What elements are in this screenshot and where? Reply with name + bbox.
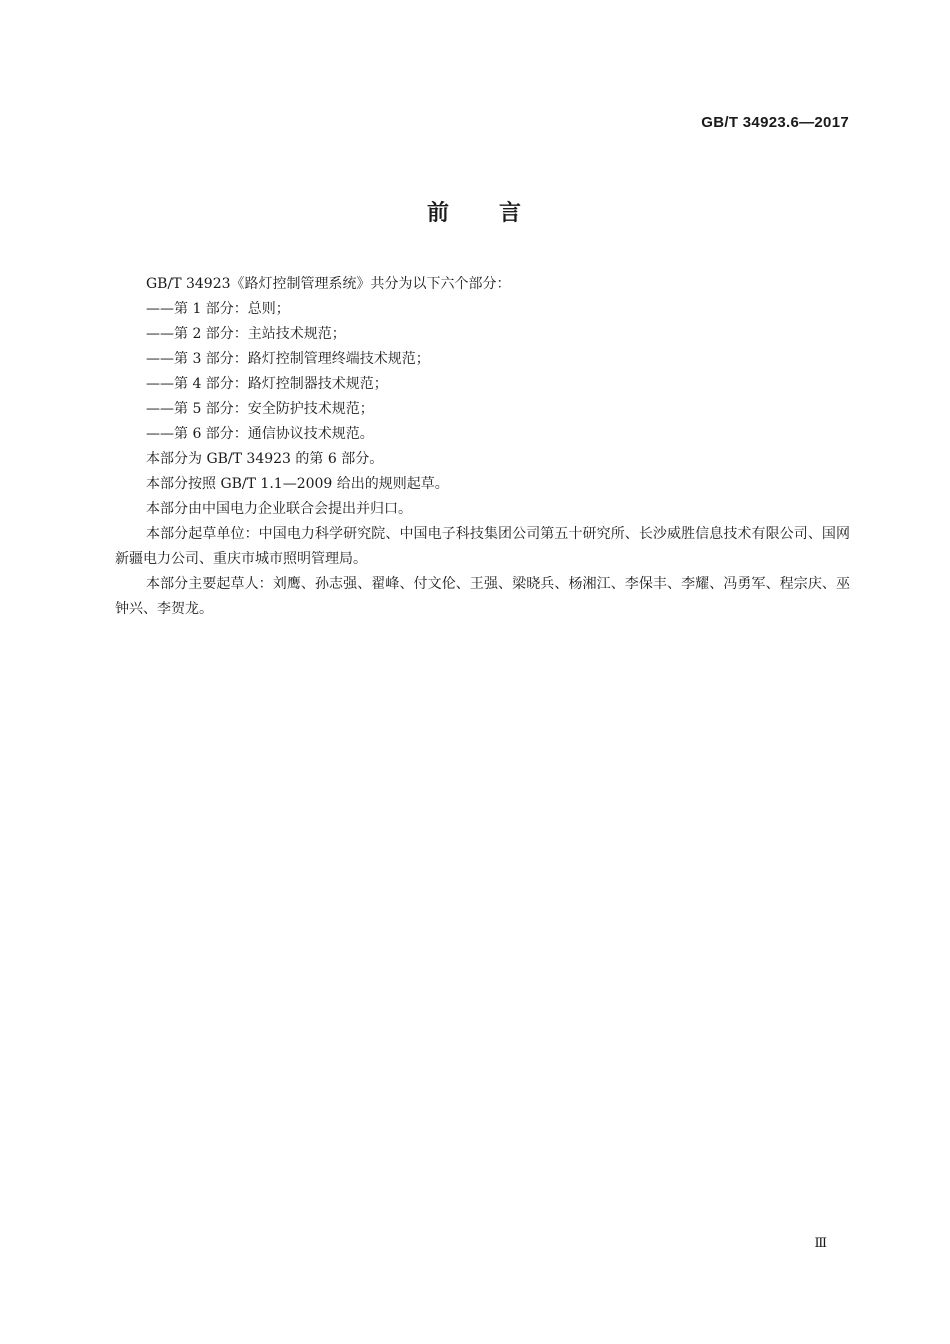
page-title [0,196,950,227]
foreword-body [115,272,850,622]
title-char-2: 言 [499,201,524,226]
paragraph-drafting-rules: 本部分按照 GB/T 1.1—2009 给出的规则起草。 [146,476,449,492]
list-item-part-6: ——第 6 部分：通信协议技术规范。 [146,426,374,442]
paragraph-proposer: 本部分由中国电力企业联合会提出并归口。 [146,501,412,517]
paragraph-drafters: 本部分主要起草人：刘鹰、孙志强、翟峰、付文伦、王强、梁晓兵、杨湘江、李保丰、李耀、冯勇军、程宗庆、巫钟兴、李贺龙。 [115,576,850,617]
list-item-part-4: ——第 4 部分：路灯控制器技术规范； [146,376,388,392]
title-char-1: 前 [426,201,451,226]
standard-code: GB/T 34923.6—2017 [701,114,849,131]
paragraph-drafting-units: 本部分起草单位：中国电力科学研究院、中国电子科技集团公司第五十研究所、长沙威胜信息技术有限公司、国网新疆电力公司、重庆市城市照明管理局。 [115,526,850,567]
paragraph-intro: GB/T 34923《路灯控制管理系统》共分为以下六个部分： [146,276,511,292]
list-item-part-1: ——第 1 部分：总则； [146,301,290,317]
list-item-part-2: ——第 2 部分：主站技术规范； [146,326,346,342]
list-item-part-3: ——第 3 部分：路灯控制管理终端技术规范； [146,351,430,367]
page-number: Ⅲ [814,1236,827,1251]
paragraph-this-part: 本部分为 GB/T 34923 的第 6 部分。 [146,451,384,467]
list-item-part-5: ——第 5 部分：安全防护技术规范； [146,401,374,417]
